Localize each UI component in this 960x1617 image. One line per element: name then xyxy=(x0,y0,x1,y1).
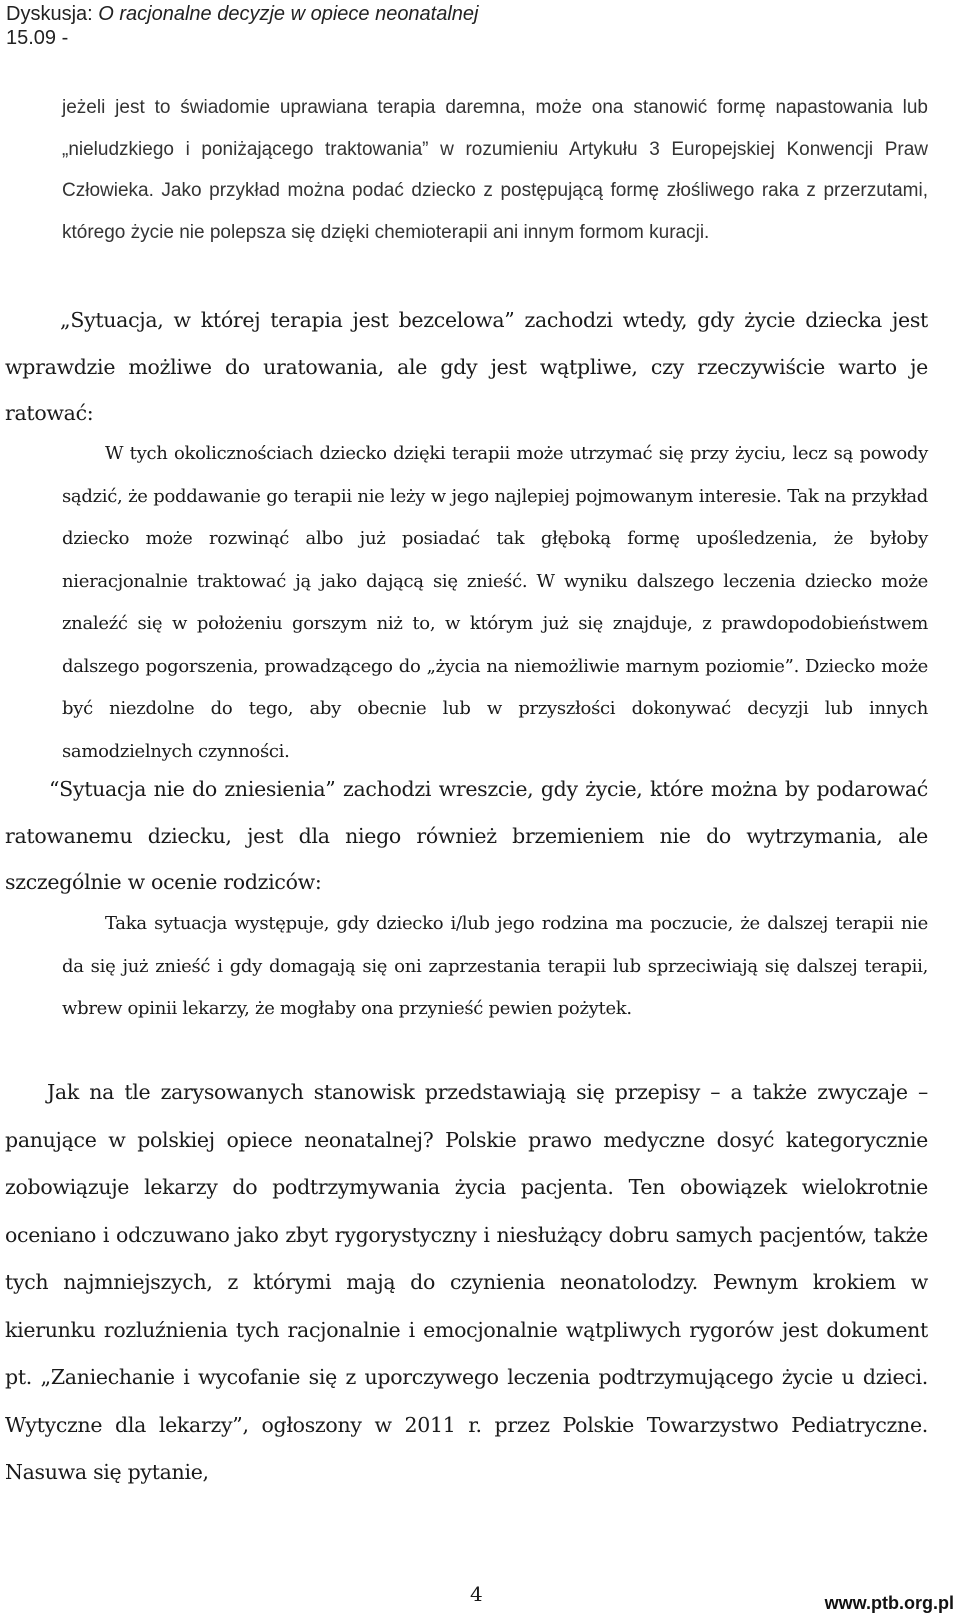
paragraph-2: „Sytuacja, w której terapia jest bezcelowa” zachodzi wtedy, gdy życie dziecka jest wprawdzie możliwe do uratowania, ale gdy jest wątpliwe, czy rzeczywiście warto je ratować: xyxy=(5,308,928,425)
paragraph-4: “Sytuacja nie do zniesienia” zachodzi wreszcie, gdy życie, które można by podarować ratowanemu dziecku, jest dla niego również brzemieniem nie do wytrzymania, ale szczególnie w ocenie rodziców: xyxy=(5,777,928,894)
paragraph-3-quote: W tych okolicznościach dziecko dzięki terapii może utrzymać się przy życiu, lecz są powody sądzić, że poddawanie go terapii nie leży w jego najlepiej pojmowanym interesie. Tak na przykład dziecko może rozwinąć albo już posiadać tak głęboką formę upośledzenia, że byłoby nieracjonalnie traktować ją jako dającą się znieść. W wyniku dalszego leczenia dziecko może znaleźć się w położeniu gorszym niż to, w którym już się znajduje, z prawdopodobieństwem dalszego pogorszenia, prowadzącego do „życia na niemożliwie marnym poziomie”. Dziecko może być niezdolne do tego, aby obecnie lub w przyszłości dokonywać decyzji lub innych samodzielnych czynności. xyxy=(62,443,928,762)
header-date: 15.09 - xyxy=(6,27,69,49)
page-number: 4 xyxy=(470,1582,483,1606)
paragraph-6: Jak na tle zarysowanych stanowisk przedstawiają się przepisy – a także zwyczaje – panujące w polskiej opiece neonatalnej? Polskie prawo medyczne dosyć kategorycznie zobowiązuje lekarzy do podtrzymywania życia pacjenta. Ten obowiązek wielokrotnie oceniano i odczuwano jako zbyt rygorystyczny i niesłużący dobru samych pacjentów, także tych najmniejszych, z którymi mają do czynienia neonatolodzy. Pewnym krokiem w kierunku rozluźnienia tych racjonalnie i emocjonalnie wątpliwych rygorów jest dokument pt. „Zaniechanie i wycofanie się z uporczywego leczenia podtrzymującego życie u dzieci. Wytyczne dla lekarzy”, ogłoszony w 2011 r. przez Polskie Towarzystwo Pediatryczne. Nasuwa się pytanie, xyxy=(5,1080,928,1484)
header-title: O racjonalne decyzje w opiece neonatalnej xyxy=(98,3,479,25)
paragraph-5-quote: Taka sytuacja występuje, gdy dziecko i/lub jego rodzina ma poczucie, że dalszej terapii nie da się już znieść i gdy domagają się oni zaprzestania terapii lub sprzeciwiają się dalszej terapii, wbrew opinii lekarzy, że mogłaby ona przynieść pewien pożytek. xyxy=(62,913,928,1019)
header-prefix: Dyskusja: xyxy=(6,3,99,25)
paragraph-1: jeżeli jest to świadomie uprawiana terapia daremna, może ona stanowić formę napastowania lub „nieludzkiego i poniżającego traktowania” w rozumieniu Artykułu 3 Europejskiej Konwencji Praw Człowieka. Jako przykład można podać dziecko z postępującą formę złośliwego raka z przerzutami, którego życie nie polepsza się dzięki chemioterapii ani innym formom kuracji. xyxy=(62,97,928,243)
footer-url: www.ptb.org.pl xyxy=(824,1593,954,1613)
page-header xyxy=(6,2,479,50)
